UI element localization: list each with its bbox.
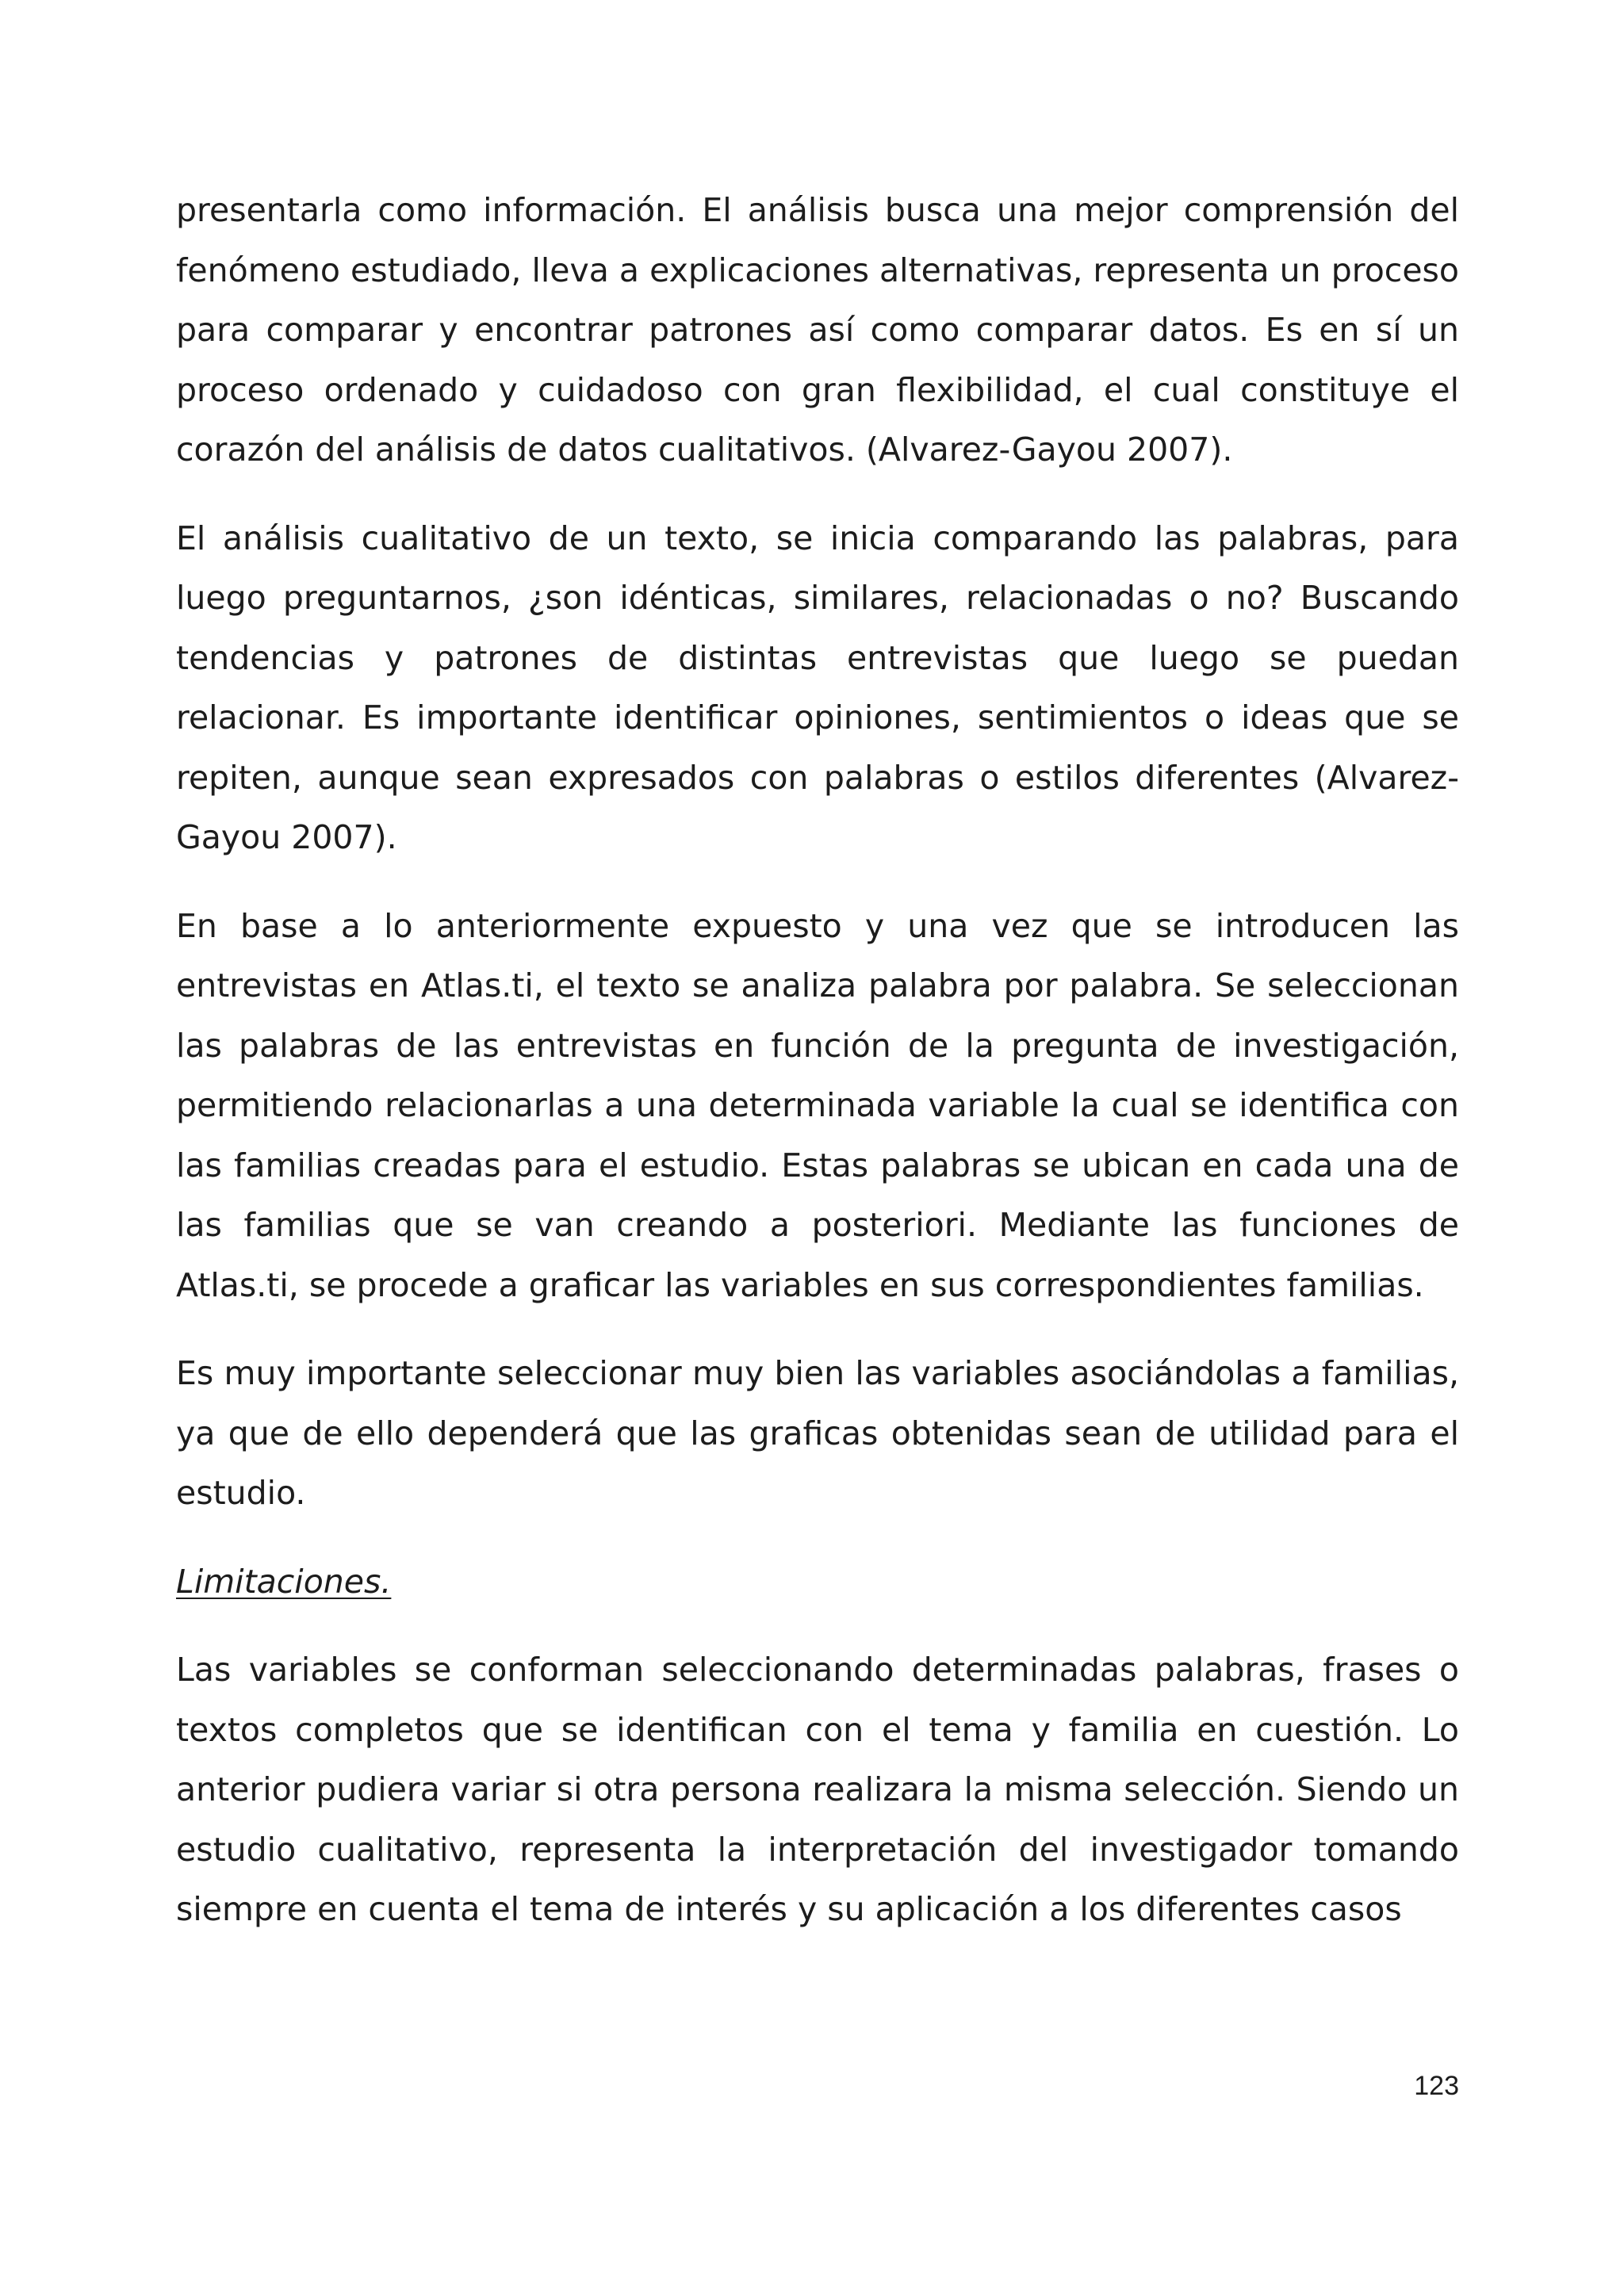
paragraph-variable-selection: Es muy importante seleccionar muy bien las variables asociándolas a familias, ya que de ello dependerá que las graficas obtenidas sean de utilidad para el estudio. [176,1354,1459,1512]
document-body [176,181,1459,1969]
paragraph-qualitative-analysis: El análisis cualitativo de un texto, se inicia comparando las palabras, para luego preguntarnos, ¿son idénticas, similares, relacionadas o no? Buscando tendencias y patrones de distintas entrevistas que luego se puedan relacionar. Es importante identificar opiniones, sentimientos o ideas que se repiten, aunque sean expresados con palabras o estilos diferentes (Alvarez-Gayou 2007). [176,519,1459,856]
paragraph-limitations: Las variables se conforman seleccionando determinadas palabras, frases o textos completos que se identifican con el tema y familia en cuestión. Lo anterior pudiera variar si otra persona realizara la misma selección. Siendo un estudio cualitativo, representa la interpretación del investigador tomando siempre en cuenta el tema de interés y su aplicación a los diferentes casos [176,1651,1459,1928]
section-heading-limitations: Limitaciones. [176,1562,392,1601]
page-number: 123 [1414,2071,1459,2101]
paragraph-atlas-ti-procedure: En base a lo anteriormente expuesto y una vez que se introducen las entrevistas en Atlas.ti, el texto se analiza palabra por palabra. Se seleccionan las palabras de las entrevistas en función de la pregunta de investigación, permitiendo relacionarlas a una determinada variable la cual se identifica con las familias creadas para el estudio. Estas palabras se ubican en cada una de las familias que se van creando a posteriori. Mediante las funciones de Atlas.ti, se procede a graficar las variables en sus correspondientes familias. [176,906,1459,1304]
paragraph-analysis-definition: presentarla como información. El análisis busca una mejor comprensión del fenómeno estudiado, lleva a explicaciones alternativas, representa un proceso para comparar y encontrar patrones así como comparar datos. Es en sí un proceso ordenado y cuidadoso con gran flexibilidad, el cual constituye el corazón del análisis de datos cualitativos. (Alvarez-Gayou 2007). [176,191,1459,469]
